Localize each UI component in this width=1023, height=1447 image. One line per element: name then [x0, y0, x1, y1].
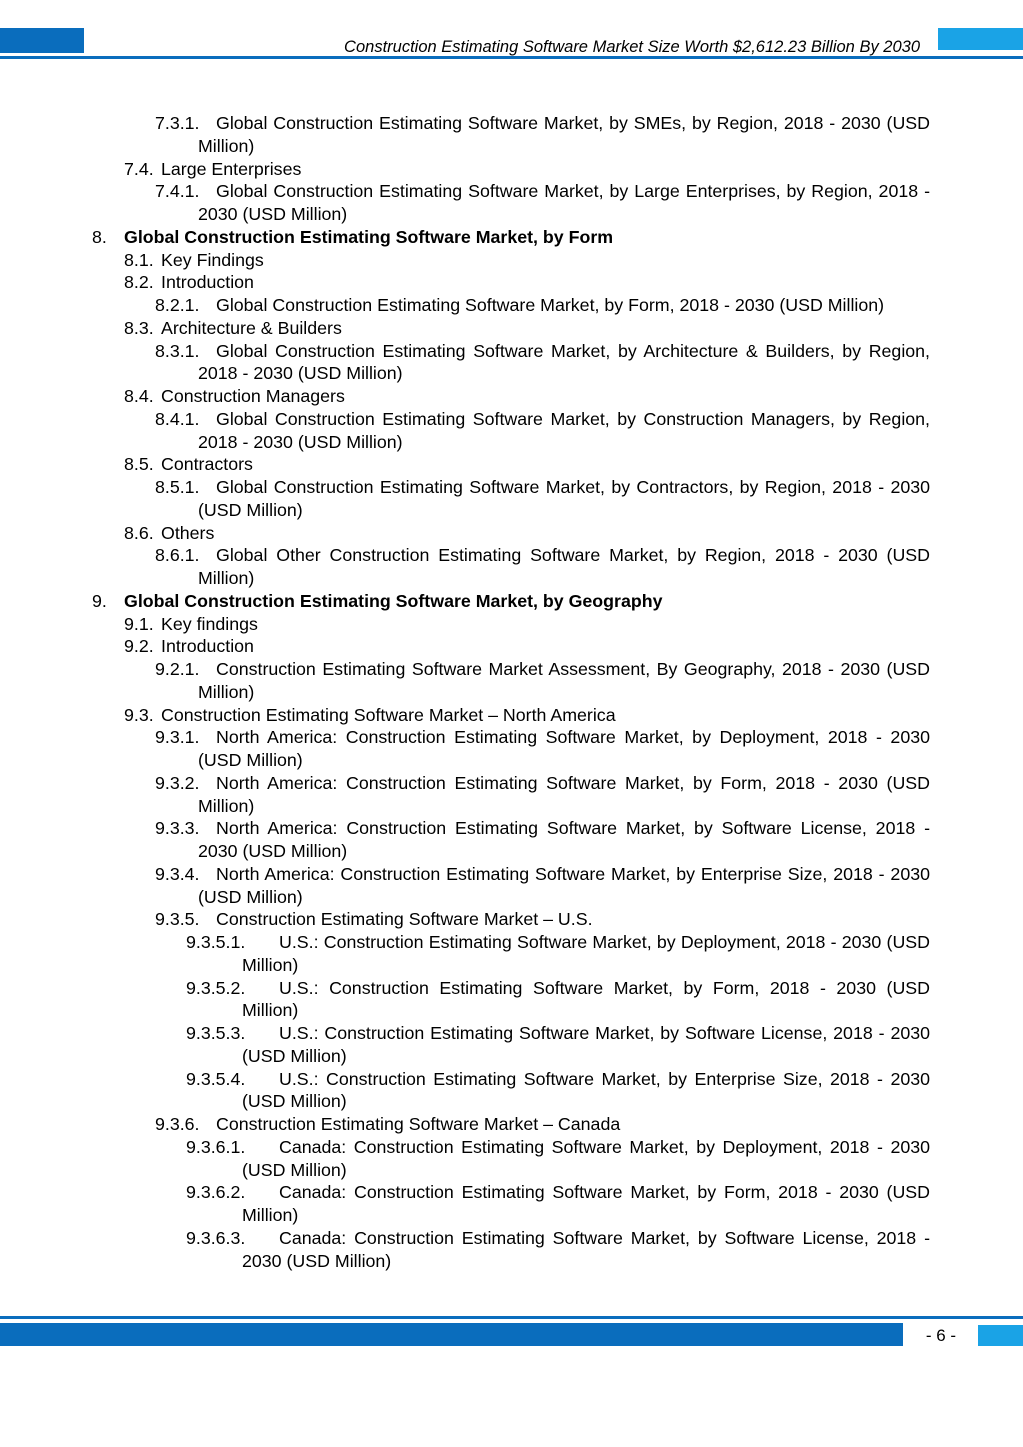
toc-number: 9.3.5.3. [186, 1023, 246, 1043]
toc-number: 9.2.1. [155, 659, 200, 679]
toc-number: 8.3.1. [155, 340, 200, 361]
toc-entry-7-4-1 [0, 180, 1023, 226]
toc-text: Global Other Construction Estimating Software Market, by Region, 2018 - 2030 (USD Million) [198, 545, 930, 588]
toc-text: Architecture & Builders [161, 317, 342, 338]
toc-text: Contractors [161, 454, 253, 475]
toc-number: 9.1. [124, 613, 154, 634]
toc-text: Construction Estimating Software Market – U.S. [216, 909, 593, 930]
toc-text: Canada: Construction Estimating Software Market, by Software License, 2018 - 2030 (USD Million) [242, 1227, 930, 1271]
header-accent-right [938, 28, 1023, 50]
toc-entry-9-3-5-1 [0, 931, 1023, 977]
toc-entry-8-5-1 [0, 476, 1023, 522]
toc-entry-8-4 [0, 385, 1023, 408]
toc-text: Introduction [161, 272, 254, 293]
toc-entry-8-4-1 [0, 408, 1023, 454]
toc-entry-8-3 [0, 317, 1023, 340]
toc-number: 8.2. [124, 272, 154, 293]
page-number: - 6 - [925, 1326, 957, 1345]
page-header-title: Construction Estimating Software Market Size Worth $2,612.23 Billion By 2030 [344, 38, 920, 56]
toc-number: 7.4. [124, 158, 154, 179]
toc-text: Key findings [161, 613, 258, 634]
toc-number: 8.4. [124, 386, 154, 406]
toc-text: Introduction [161, 636, 254, 657]
toc-entry-9-3 [0, 704, 1023, 727]
toc-text: North America: Construction Estimating Software Market, by Deployment, 2018 - 2030 (USD Million) [198, 727, 930, 770]
toc-text: Construction Estimating Software Market – North America [161, 704, 616, 725]
toc-entry-7-3-1 [0, 112, 1023, 158]
toc-number: 9. [92, 590, 107, 611]
toc-number: 9.3.6.2. [186, 1182, 246, 1203]
toc-number: 8.5. [124, 454, 154, 475]
toc-entry-9-2-1 [0, 658, 1023, 704]
toc-entry-9-3-1 [0, 726, 1023, 772]
toc-text: U.S.: Construction Estimating Software Market, by Enterprise Size, 2018 - 2030 (USD Million) [242, 1068, 930, 1112]
toc-text: Large Enterprises [161, 158, 302, 179]
toc-entry-8-2-1 [0, 294, 1023, 317]
toc-entry-9-3-6-3 [0, 1227, 1023, 1273]
toc-number: 8.3. [124, 317, 154, 338]
toc-entry-8 [0, 226, 1023, 249]
toc-text: U.S.: Construction Estimating Software Market, by Form, 2018 - 2030 (USD Million) [242, 977, 930, 1021]
toc-number: 8.1. [124, 249, 154, 270]
toc-number: 8.2.1. [155, 295, 200, 315]
toc-number: 9.3.6.1. [186, 1136, 246, 1157]
toc-number: 8.5.1. [155, 477, 200, 497]
toc-number: 8. [92, 226, 107, 247]
toc-text: U.S.: Construction Estimating Software Market, by Deployment, 2018 - 2030 (USD Million) [242, 932, 930, 975]
toc-text: Global Construction Estimating Software Market, by Contractors, by Region, 2018 - 2030 (USD Million) [198, 477, 930, 520]
toc-entry-9-3-6 [0, 1113, 1023, 1136]
footer-accent-right [978, 1325, 1023, 1346]
toc-number: 9.3.1. [155, 727, 200, 748]
toc-entry-9-3-3 [0, 817, 1023, 863]
toc-text: Others [161, 522, 215, 543]
toc-number: 8.6. [124, 522, 154, 543]
footer-rule [0, 1316, 1023, 1319]
toc-entry-9 [0, 590, 1023, 613]
toc-number: 9.3.6.3. [186, 1227, 246, 1248]
toc-entry-9-3-6-1 [0, 1136, 1023, 1182]
toc-entry-9-2 [0, 635, 1023, 658]
toc-number: 9.3.3. [155, 818, 200, 839]
toc-number: 7.3.1. [155, 113, 200, 133]
toc-entry-9-3-5-4 [0, 1068, 1023, 1114]
toc-entry-9-3-5-3 [0, 1022, 1023, 1068]
toc-entry-8-6-1 [0, 544, 1023, 590]
toc-text: North America: Construction Estimating Software Market, by Form, 2018 - 2030 (USD Million) [198, 772, 930, 816]
toc-text: Construction Managers [161, 386, 345, 406]
toc-entry-9-3-4 [0, 863, 1023, 909]
toc-entry-9-3-5-2 [0, 977, 1023, 1023]
toc-number: 9.3.5.2. [186, 977, 246, 998]
toc-entry-9-3-5 [0, 908, 1023, 931]
toc-text: Global Construction Estimating Software Market, by SMEs, by Region, 2018 - 2030 (USD Million) [198, 113, 930, 156]
toc-text: Construction Estimating Software Market – Canada [216, 1114, 621, 1134]
footer-bar [0, 1323, 903, 1346]
toc-entry-8-3-1 [0, 340, 1023, 386]
toc-entry-9-3-6-2 [0, 1181, 1023, 1227]
toc-text: Construction Estimating Software Market Assessment, By Geography, 2018 - 2030 (USD Million) [198, 659, 930, 702]
toc-text: Canada: Construction Estimating Software Market, by Deployment, 2018 - 2030 (USD Million) [242, 1136, 930, 1180]
toc-text: Global Construction Estimating Software Market, by Architecture & Builders, by Region, 2018 - 2030 (USD Million) [198, 340, 930, 384]
toc-text: Global Construction Estimating Software Market, by Construction Managers, by Region, 2018 - 2030 (USD Million) [198, 408, 930, 452]
toc-text: Global Construction Estimating Software Market, by Form, 2018 - 2030 (USD Million) [216, 295, 885, 315]
toc-entry-8-6 [0, 522, 1023, 545]
toc-entry-8-2 [0, 271, 1023, 294]
toc-number: 9.3.2. [155, 772, 200, 793]
toc-number: 9.3.5.1. [186, 932, 246, 952]
toc-entry-9-1 [0, 613, 1023, 636]
table-of-contents [0, 112, 1023, 1272]
toc-number: 8.6.1. [155, 545, 200, 566]
toc-number: 9.3.6. [155, 1114, 200, 1134]
toc-number: 9.2. [124, 636, 154, 657]
toc-number: 9.3. [124, 704, 154, 725]
toc-entry-7-4 [0, 158, 1023, 181]
toc-entry-9-3-2 [0, 772, 1023, 818]
toc-text: U.S.: Construction Estimating Software Market, by Software License, 2018 - 2030 (USD Million) [242, 1023, 930, 1066]
toc-text: Global Construction Estimating Software Market, by Geography [124, 590, 663, 611]
header-rule [0, 56, 1023, 59]
toc-number: 9.3.5.4. [186, 1068, 246, 1089]
toc-number: 9.3.4. [155, 863, 200, 884]
toc-text: Canada: Construction Estimating Software Market, by Form, 2018 - 2030 (USD Million) [242, 1182, 930, 1225]
toc-text: North America: Construction Estimating Software Market, by Enterprise Size, 2018 - 2030 (USD Million) [198, 863, 930, 907]
toc-number: 7.4.1. [155, 181, 200, 202]
toc-entry-8-1 [0, 249, 1023, 272]
toc-text: Global Construction Estimating Software Market, by Large Enterprises, by Region, 2018 - 2030 (USD Million) [198, 181, 930, 224]
toc-text: Key Findings [161, 249, 264, 270]
toc-number: 8.4.1. [155, 408, 200, 429]
toc-text: Global Construction Estimating Software Market, by Form [124, 226, 614, 247]
toc-entry-8-5 [0, 453, 1023, 476]
toc-text: North America: Construction Estimating Software Market, by Software License, 2018 - 2030 (USD Million) [198, 818, 930, 861]
toc-number: 9.3.5. [155, 909, 200, 930]
